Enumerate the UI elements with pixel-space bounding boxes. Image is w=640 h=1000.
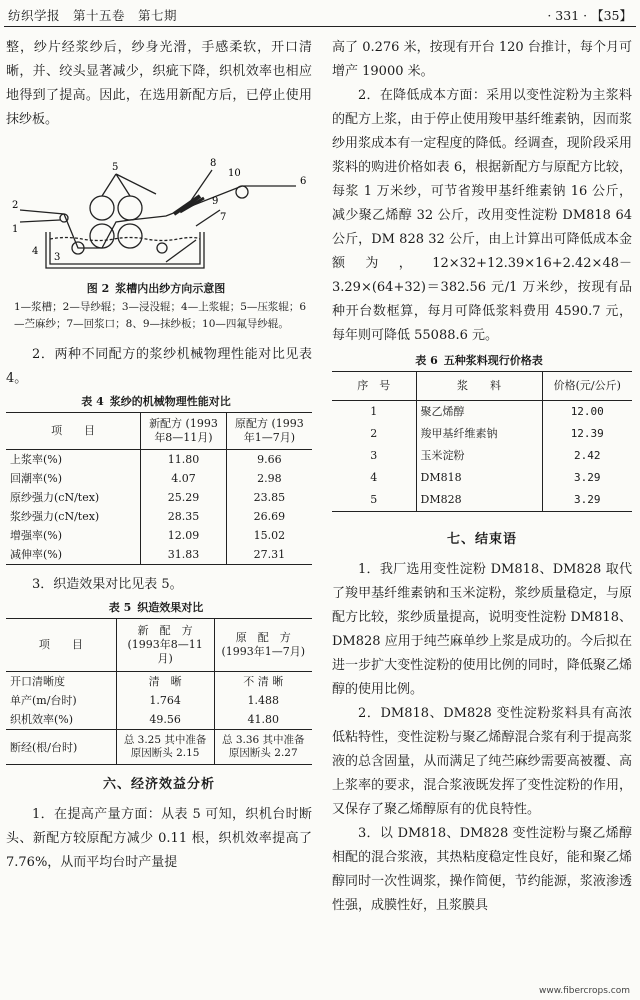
cell: 1.764	[116, 691, 214, 710]
fig-label: 7	[220, 212, 227, 223]
cell: 41.80	[214, 710, 312, 730]
row-label: 织机效率(%)	[10, 713, 74, 726]
table-5	[6, 618, 312, 765]
cell: 4	[370, 471, 378, 484]
fig-label: 3	[54, 252, 61, 263]
table-row	[332, 423, 632, 445]
table-row	[6, 507, 312, 526]
row-label: 增强率(%)	[10, 529, 63, 542]
paragraph: 2．两种不同配方的浆纱机械物理性能对比见表 4。	[6, 347, 312, 386]
paragraph: 3．以 DM818、DM828 变性淀粉与聚乙烯醇相配的混合浆液，其热粘度稳定性良好，能和聚乙烯醇同时一次性调浆，操作简便，节约能源，浆液渗透性强，成膜性好，且浆膜具	[332, 826, 632, 913]
cell: 聚乙烯醇	[416, 401, 542, 424]
row-label: 单产(m/台时)	[10, 694, 77, 707]
figure-legend: 1—浆槽；2—导纱辊；3—浸没辊；4—上浆辊；5—压浆辊；6—苎麻纱；7—回浆口；8、9—抹纱板；10—四氟导纱辊。	[14, 301, 307, 330]
paragraph: 3．织造效果对比见表 5。	[32, 577, 183, 592]
section-heading: 七、结束语	[446, 532, 517, 547]
cell: 4.07	[141, 469, 227, 488]
cell: 28.35	[141, 507, 227, 526]
table-row	[6, 672, 312, 692]
table-title: 织造效果对比	[137, 601, 204, 614]
cell: 3	[370, 449, 378, 462]
cell: 2	[370, 427, 378, 440]
row-label: 回潮率(%)	[10, 472, 63, 485]
column-header: 新配方 (1993年8—11月)	[141, 413, 227, 450]
cell: 26.69	[226, 507, 312, 526]
table-row	[6, 488, 312, 507]
column-header: 浆 料	[416, 372, 542, 401]
cell: 25.29	[141, 488, 227, 507]
cell: 12.00	[542, 401, 632, 424]
fig-label: 8	[210, 158, 217, 169]
cell: 1.488	[214, 691, 312, 710]
cell: 2.98	[226, 469, 312, 488]
row-label: 减伸率(%)	[6, 545, 141, 565]
row-label: 断经(根/台时)	[6, 730, 116, 765]
cell: 5	[332, 489, 416, 512]
paragraph: 1．我厂选用变性淀粉 DM818、DM828 取代了羧甲基纤维素钠和玉米淀粉，浆纱质量稳定，与原配方比较，浆纱质量提高，说明变性淀粉 DM818、DM828 应用于纯苎麻单纱上浆是成功的。今后拟在进一步扩大变性淀粉的使用比例的同时，降低聚乙烯醇的使用比例。	[332, 562, 632, 697]
watermark: www.fibercrops.com	[539, 986, 630, 996]
row-label: 浆纱强力(cN/tex)	[10, 510, 100, 523]
figure-2	[6, 136, 312, 333]
table-row	[6, 469, 312, 488]
row-label: 开口清晰度	[10, 675, 65, 688]
running-header: 纺织学报 第十五卷 第七期	[8, 8, 178, 23]
section-heading: 六、经济效益分析	[102, 777, 215, 792]
scraper-plate	[174, 196, 200, 214]
table-number: 表 5	[108, 601, 132, 614]
column-header: 项 目	[6, 619, 116, 672]
cell: 3.29	[542, 467, 632, 489]
cell: 1	[370, 405, 378, 418]
cell: 总 3.25 其中准备原因断头 2.15	[116, 730, 214, 765]
cell: 羧甲基纤维素钠	[416, 423, 542, 445]
fig-label: 4	[32, 246, 39, 257]
cell: 11.80	[141, 450, 227, 470]
table-row	[332, 467, 632, 489]
table-row	[6, 710, 312, 730]
squeeze-roller-right	[118, 196, 142, 220]
table-caption	[6, 599, 312, 616]
cell: DM818	[416, 467, 542, 489]
cell: DM828	[416, 489, 542, 512]
fig-label: 2	[12, 200, 19, 211]
table-row	[332, 401, 632, 424]
cell: 27.31	[226, 545, 312, 565]
table-row	[6, 450, 312, 470]
sizing-trough-diagram	[6, 136, 306, 274]
cell: 9.66	[226, 450, 312, 470]
cell: 3.29	[542, 489, 632, 512]
table-row	[332, 489, 632, 512]
column-header: 新 配 方 (1993年8—11月)	[116, 619, 214, 672]
table-row	[332, 445, 632, 467]
table-number: 表 4	[81, 395, 104, 408]
figure-number: 图 2	[86, 282, 110, 295]
figure-title: 浆槽内出纱方向示意图	[115, 282, 226, 295]
fig-label: 10	[228, 168, 241, 179]
table-row	[6, 730, 312, 765]
cell: 31.83	[141, 545, 227, 565]
squeeze-roller-left	[90, 196, 114, 220]
cell: 总 3.36 其中准备原因断头 2.27	[214, 730, 312, 765]
cell: 2.42	[542, 445, 632, 467]
paragraph: 高了 0.276 米，按现有开台 120 台推计，每个月可增产 19000 米。	[332, 40, 632, 79]
fig-label: 5	[112, 162, 119, 173]
column-header: 原 配 方 (1993年1—7月)	[214, 619, 312, 672]
cell: 15.02	[226, 526, 312, 545]
cell: 23.85	[226, 488, 312, 507]
table-title: 五种浆料现行价格表	[443, 354, 543, 367]
figure-caption	[6, 280, 312, 297]
cell: 49.56	[116, 710, 214, 730]
table-row	[6, 691, 312, 710]
table-row	[6, 526, 312, 545]
cell: 12.39	[542, 423, 632, 445]
fig-label: 9	[212, 196, 219, 207]
cell: 12.09	[141, 526, 227, 545]
table-6	[332, 371, 632, 512]
cell: 不 清 晰	[214, 672, 312, 692]
cell: 玉米淀粉	[416, 445, 542, 467]
sizing-roller-right	[118, 224, 142, 248]
cell: 清 晰	[116, 672, 214, 692]
table-4	[6, 412, 312, 565]
column-header: 价格(元/公斤)	[542, 372, 632, 401]
fig-label: 6	[300, 176, 306, 187]
column-header: 序 号	[332, 372, 416, 401]
row-label: 上浆率(%)	[10, 453, 63, 466]
page-number: · 331 · 【35】	[547, 8, 632, 23]
header-rule	[4, 26, 636, 27]
table-caption	[6, 393, 312, 410]
column-header: 原配方 (1993年1—7月)	[226, 413, 312, 450]
right-column	[332, 36, 632, 918]
sizing-roller-left	[90, 224, 114, 248]
table-number: 表 6	[415, 354, 438, 367]
paragraph: 2．DM818、DM828 变性淀粉浆料具有高浓低粘特性，变性淀粉与聚乙烯醇混合浆有利于提高浆液的总含固量，从而满足了纯苎麻纱需要高被覆、高上浆率的要求，混合浆液既发挥了变性淀粉的作用，又保存了聚乙烯醇原有的优良特性。	[332, 706, 632, 817]
row-label: 原纱强力(cN/tex)	[10, 491, 100, 504]
table-row	[6, 545, 312, 565]
column-header: 项 目	[6, 413, 141, 450]
paragraph: 1．在提高产量方面：从表 5 可知，织机台时断头、新配方较原配方减少 0.11 根，织机效率提高了 7.76%，从而平均台时产量提	[6, 807, 312, 870]
left-column	[6, 36, 312, 875]
table-title: 浆纱的机械物理性能对比	[109, 395, 231, 408]
paragraph: 2．在降低成本方面：采用以变性淀粉为主浆料的配方上浆，由于停止使用羧甲基纤维素钠，因而浆纱用浆成本有一定程度的降低。经调查，现阶段采用浆料的购进价格如表 6，根据新配方与原配方比较，每浆 1 万米纱，可节省羧甲基纤维素钠 16 公斤，减少聚乙烯醇 32 公斤，改用变性淀粉 DM818 64 公斤，DM 828 32 公斤，由上计算出可降低成本金额为，12×32+12.39×16+2.42×48－3.29×(64+32)＝382.56 元/1 万米纱，按现有品种开台数框算，每月可降低浆料费用 4590.7 元，每年则可降低 55088.6 元。	[332, 88, 632, 343]
paragraph: 整，纱片经浆纱后，纱身光滑，手感柔软，开口清晰，并、绞头显著减少，织疵下降，织机效率也相应地得到了提高。因此，在选用新配方后，已停止使用抹纱板。	[6, 40, 312, 127]
fig-label: 1	[12, 224, 19, 235]
table-caption	[332, 352, 632, 369]
